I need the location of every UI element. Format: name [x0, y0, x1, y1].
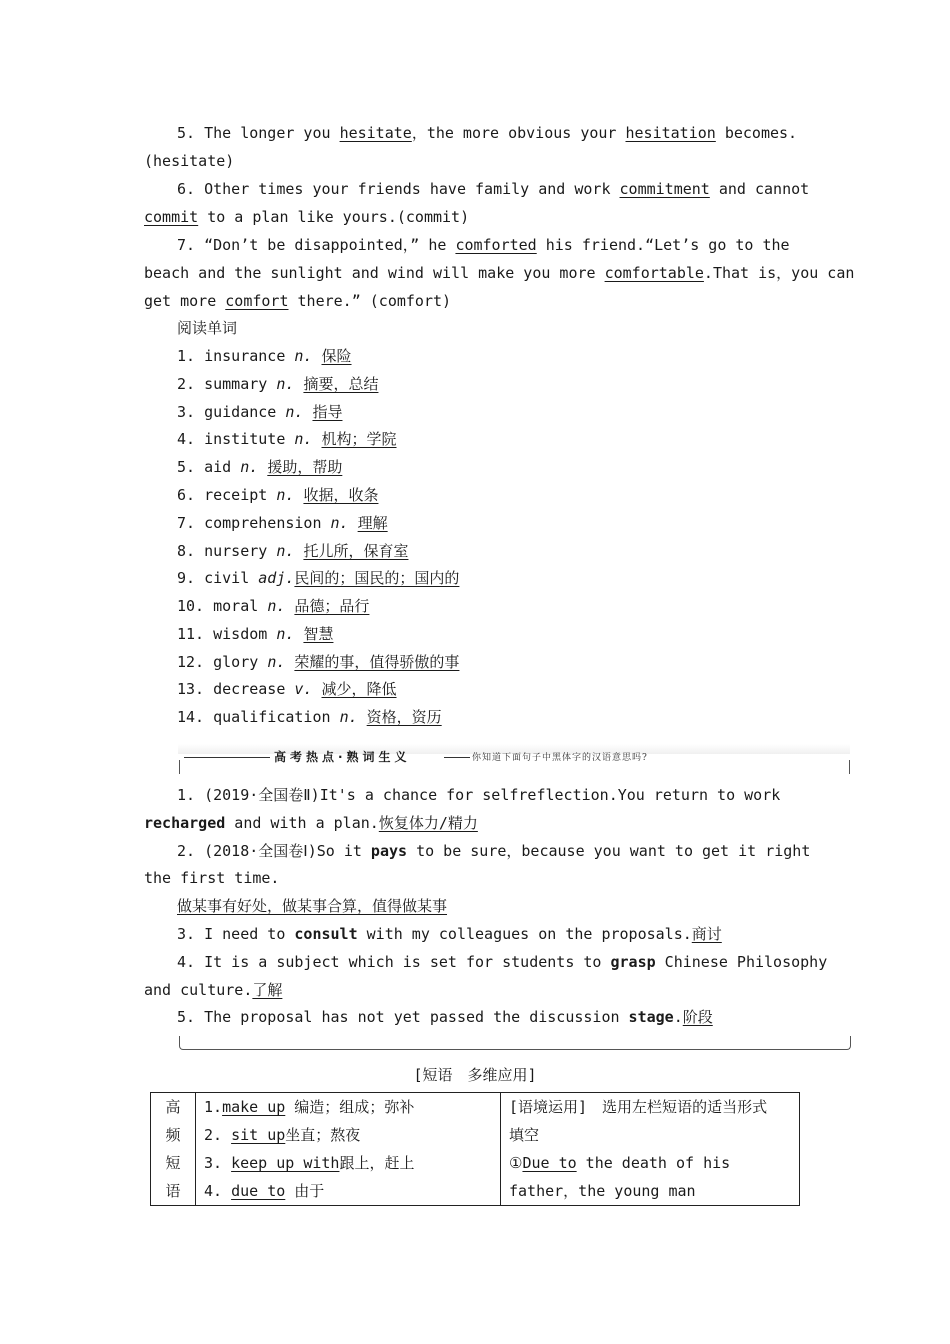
answer-blank: commit	[144, 208, 199, 226]
phrase-list	[196, 1093, 501, 1206]
answer-blank: 资格，资历	[366, 708, 442, 726]
phrases-heading: [短语 多维应用]	[413, 1066, 537, 1084]
reading-item: 14. qualification n. 资格，资历	[177, 708, 442, 726]
hot-item-4: 4. It is a subject which is set for students to grasp Chinese Philosophy	[177, 953, 828, 971]
phrase-item: 1.make up 编造；组成；弥补	[204, 1098, 415, 1116]
side-label: 高 频 短 语	[151, 1093, 196, 1206]
answer-blank: comforted	[455, 236, 537, 254]
reading-item: 12. glory n. 荣耀的事，值得骄傲的事	[177, 653, 460, 671]
answer-blank: 机构；学院	[321, 430, 397, 448]
answer-blank: 理解	[357, 514, 388, 532]
reading-item: 13. decrease v. 减少，降低	[177, 680, 397, 698]
reading-item: 8. nursery n. 托儿所，保育室	[177, 542, 409, 560]
answer-blank: commitment	[619, 180, 710, 198]
answer-blank: hesitate	[339, 124, 412, 142]
answer-blank: 摘要，总结	[303, 375, 379, 393]
reading-item: 2. summary n. 摘要，总结	[177, 375, 379, 393]
answer-blank: 托儿所，保育室	[303, 542, 409, 560]
reading-item: 7. comprehension n. 理解	[177, 514, 388, 532]
hot-item-1-cont: recharged and with a plan.恢复体力/精力	[144, 814, 478, 832]
answer-blank: 商讨	[691, 925, 722, 943]
answer-blank: 援助，帮助	[267, 458, 343, 476]
section-banner	[178, 744, 850, 776]
reading-heading: 阅读单词	[177, 319, 238, 337]
answer-blank: 了解	[252, 981, 283, 999]
phrase-item: 4. due to 由于	[204, 1182, 325, 1200]
wordform-item-6-cont: commit to a plan like yours.(commit)	[144, 208, 470, 226]
context-exercise: [语境运用] 选用左栏短语的适当形式 填空 ①Due to the death of his father，the young man	[501, 1093, 800, 1206]
phrase-item: 2. sit up坐直；熬夜	[204, 1126, 361, 1144]
answer-blank: 智慧	[303, 625, 334, 643]
answer-blank: 品德；品行	[294, 597, 370, 615]
reading-item: 6. receipt n. 收据，收条	[177, 486, 379, 504]
bracket-left-top	[179, 760, 180, 774]
answer-blank: 收据，收条	[303, 486, 379, 504]
answer-blank: Due to	[522, 1154, 577, 1172]
answer-blank: 保险	[321, 347, 352, 365]
hot-item-4-cont: and culture.了解	[144, 981, 283, 999]
wordform-item-7: 7. “Don’t be disappointed，” he comforted his friend.“Let’s go to the	[177, 236, 790, 254]
phrase-item: 3. keep up with跟上，赶上	[204, 1154, 415, 1172]
answer-blank: 做某事有好处，做某事合算，值得做某事	[177, 897, 448, 915]
answer-blank: 阶段	[682, 1008, 713, 1026]
answer-blank: 民间的；国民的；国内的	[294, 569, 460, 587]
banner-rule-mid	[444, 757, 470, 758]
answer-blank: 荣耀的事，值得骄傲的事	[294, 653, 460, 671]
wordform-item-5: 5. The longer you hesitate，the more obvious your hesitation becomes.	[177, 124, 798, 142]
hot-item-2: 2. (2018·全国卷Ⅰ)So it pays to be sure，because you want to get it right	[177, 842, 811, 860]
hot-item-2-cont: the first time.	[144, 869, 280, 887]
wordform-item-5-cont: (hesitate)	[144, 152, 235, 170]
answer-blank: hesitation	[625, 124, 716, 142]
bracket-right-top	[849, 760, 850, 774]
reading-item: 1. insurance n. 保险	[177, 347, 352, 365]
reading-item: 9. civil adj.民间的；国民的；国内的	[177, 569, 460, 587]
bracket-bottom	[179, 1036, 851, 1050]
phrase-table	[150, 1092, 800, 1206]
hot-item-2-answer	[177, 896, 447, 916]
reading-item: 4. institute n. 机构；学院	[177, 430, 397, 448]
hot-item-1: 1. (2019·全国卷Ⅱ)It's a chance for selfreflection.You return to work	[177, 786, 781, 804]
hot-item-3: 3. I need to consult with my colleagues on the proposals.商讨	[177, 925, 722, 943]
reading-item: 3. guidance n. 指导	[177, 403, 343, 421]
answer-blank: comfortable	[604, 264, 704, 282]
wordform-item-6: 6. Other times your friends have family and work commitment and cannot	[177, 180, 810, 198]
reading-item: 10. moral n. 品德；品行	[177, 597, 370, 615]
hot-item-5: 5. The proposal has not yet passed the discussion stage.阶段	[177, 1008, 713, 1026]
reading-item: 5. aid n. 援助，帮助	[177, 458, 343, 476]
reading-item: 11. wisdom n. 智慧	[177, 625, 334, 643]
answer-blank: 减少，降低	[321, 680, 397, 698]
answer-blank: 恢复体力/精力	[378, 814, 478, 832]
answer-blank: 指导	[312, 403, 343, 421]
wordform-item-7-cont1: beach and the sunlight and wind will make you more comfortable.That is，you can	[144, 264, 855, 282]
wordform-item-7-cont2: get more comfort there.” (comfort)	[144, 292, 452, 310]
answer-blank: comfort	[225, 292, 289, 310]
banner-subtitle: 你知道下面句子中黑体字的汉语意思吗?	[472, 753, 648, 763]
banner-title: 高考热点·熟词生义	[274, 750, 411, 764]
banner-rule-left	[184, 757, 270, 758]
